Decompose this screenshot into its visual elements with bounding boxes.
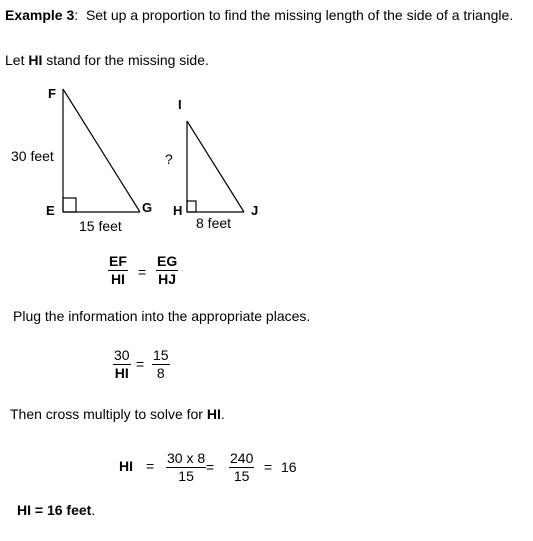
final-answer <box>17 502 95 518</box>
vertex-j-label: J <box>251 203 259 218</box>
fraction-eg-over-hj <box>156 254 178 287</box>
fraction-denominator: 15 <box>178 468 194 484</box>
fraction-numerator: 30 <box>114 347 130 363</box>
equals-sign: = <box>136 356 145 372</box>
vertex-g-label: G <box>142 200 153 215</box>
fraction-numerator: 240 <box>230 450 254 466</box>
large-triangle-side-fg <box>63 89 140 212</box>
intro-suffix: stand for the missing side. <box>46 52 209 68</box>
vertex-e-label: E <box>46 203 55 218</box>
final-answer-period: . <box>91 502 96 518</box>
fraction-denominator: HI <box>110 271 125 287</box>
fraction-numerator: 30 x 8 <box>167 450 206 466</box>
vertex-f-label: F <box>48 86 56 101</box>
large-triangle-right-angle <box>63 198 76 212</box>
intro-prefix: Let <box>5 52 25 68</box>
step-cross-multiply-var: HI <box>206 406 221 422</box>
equals-sign: = <box>264 459 273 475</box>
fraction-numerator: EF <box>109 253 127 269</box>
solution-result: 16 <box>281 459 297 475</box>
fraction-denominator: 8 <box>156 365 165 381</box>
fraction-240-over-15 <box>229 451 254 484</box>
side-eg-length: 15 feet <box>79 218 122 234</box>
fraction-denominator: HI <box>114 365 129 381</box>
fraction-30x8-over-15 <box>166 451 206 484</box>
fraction-ef-over-hi <box>108 254 128 287</box>
fraction-denominator: 15 <box>233 468 250 484</box>
intro-var: HI <box>28 52 43 68</box>
example-label: Example 3 <box>5 7 75 23</box>
fraction-30-over-hi <box>113 348 131 381</box>
large-triangle <box>63 89 140 212</box>
vertex-i-label: I <box>178 97 182 112</box>
small-triangle-side-ij <box>187 121 244 212</box>
vertex-h-label: H <box>173 203 183 218</box>
step-plug-in-text: Plug the information into the appropriate places. <box>13 308 311 324</box>
fraction-15-over-8 <box>152 348 170 381</box>
side-hj-length: 8 feet <box>196 215 232 231</box>
side-hi-unknown: ? <box>165 151 173 167</box>
step-cross-multiply-text: Then cross multiply to solve for <box>10 406 203 422</box>
step-cross-multiply <box>10 406 225 422</box>
fraction-denominator: HJ <box>158 271 177 287</box>
small-triangle <box>187 121 244 212</box>
side-ef-length: 30 feet <box>11 148 54 164</box>
equals-sign: = <box>146 458 155 474</box>
heading-text: Set up a proportion to find the missing length of the side of a triangle. <box>85 7 514 23</box>
final-answer-text: HI = 16 feet <box>17 502 92 518</box>
equals-sign: = <box>206 459 215 475</box>
step-cross-multiply-period: . <box>220 406 225 422</box>
equals-sign: = <box>138 264 147 280</box>
fraction-numerator: EG <box>157 253 178 269</box>
small-triangle-right-angle <box>187 201 196 212</box>
fraction-numerator: 15 <box>153 347 169 363</box>
solution-lhs: HI <box>119 458 133 474</box>
heading-colon: : <box>74 7 79 23</box>
